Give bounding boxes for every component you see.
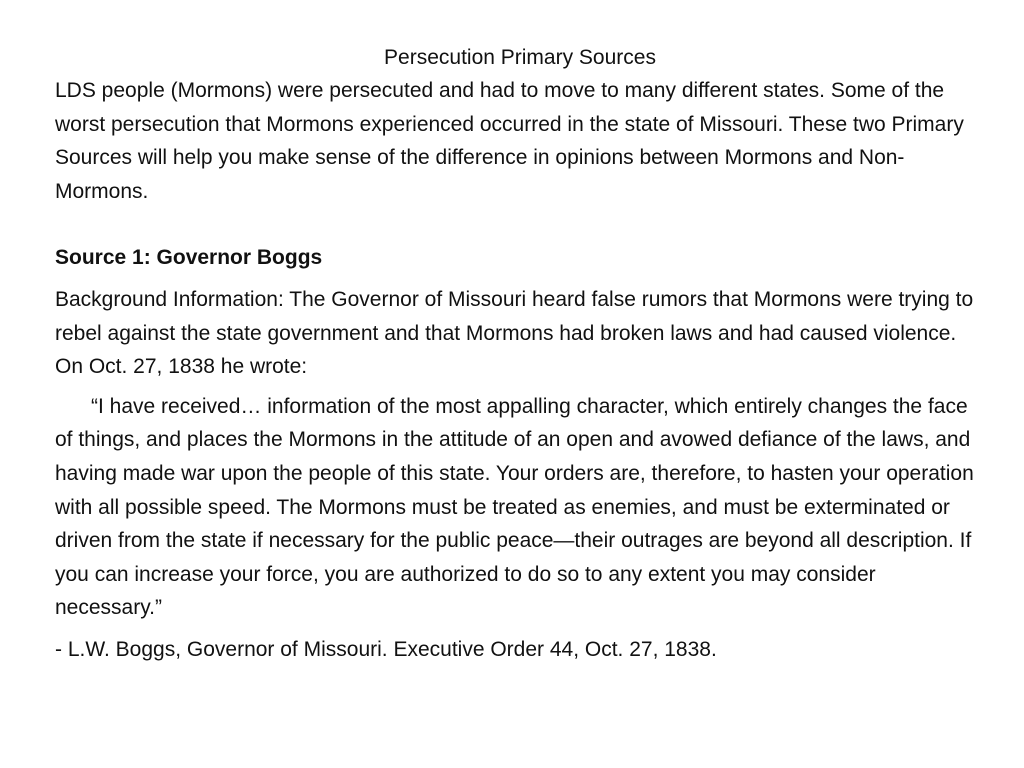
source-1-heading: Source 1: Governor Boggs xyxy=(55,246,323,270)
document-page xyxy=(55,42,975,667)
source-1-background: Background Information: The Governor of Missouri heard false rumors that Mormons were trying to rebel against the state government and that Mormons had broken laws and had caused violence. On Oct. 27, 1838 he wrote: xyxy=(55,287,974,379)
intro-paragraph: LDS people (Mormons) were persecuted and had to move to many different states. Some of the worst persecution that Mormons experienced occurred in the state of Missouri. These two Primary Sources will help you make sense of the difference in opinions between Mormons and Non-Mormons. xyxy=(55,79,964,203)
page-title: Persecution Primary Sources xyxy=(384,46,656,69)
source-1-attribution: - L.W. Boggs, Governor of Missouri. Executive Order 44, Oct. 27, 1838. xyxy=(55,637,717,661)
source-1-quote: “I have received… information of the most appalling character, which entirely changes the face of things, and places the Mormons in the attitude of an open and avowed defiance of the laws, and having made war upon the people of this state. Your orders are, therefore, to hasten your operation with all possible speed. The Mormons must be treated as enemies, and must be exterminated or driven from the state if necessary for the public peace—their outrages are beyond all description. If you can increase your force, you are authorized to do so to any extent you may consider necessary.” xyxy=(55,394,974,620)
